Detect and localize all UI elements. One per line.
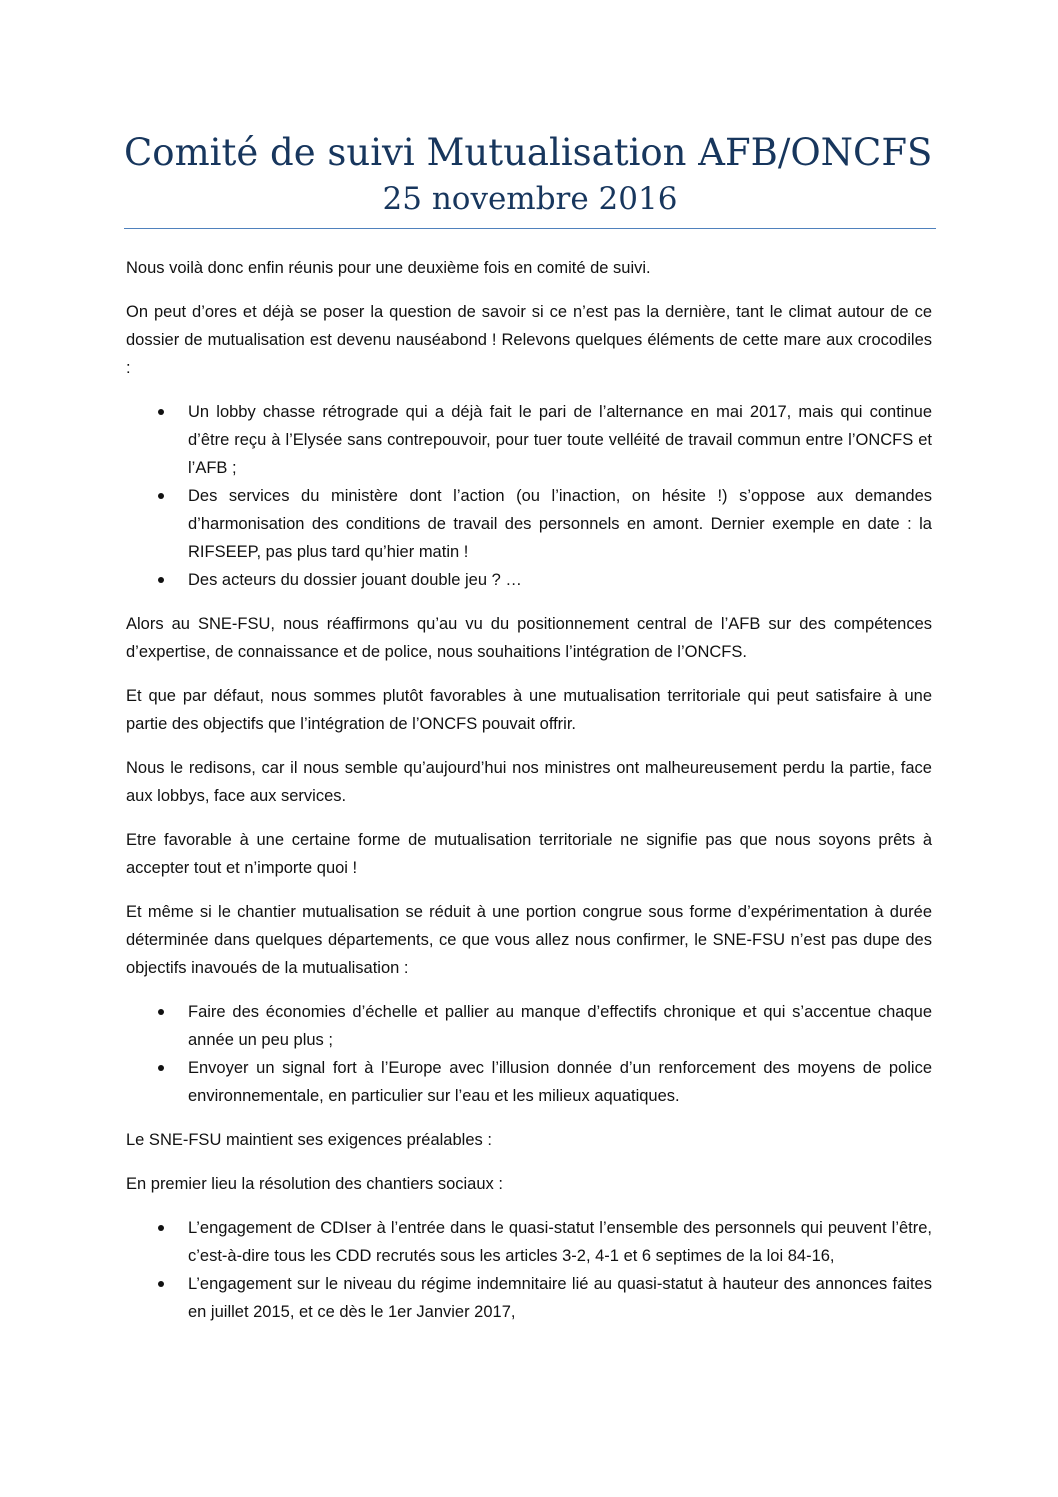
- list-item-text: Des services du ministère dont l’action (ou l’inaction, on hésite !) s’oppose aux demandes d’harmonisation des conditions de travail des personnels en amont. Dernier exemple en date : la RIFSEEP, pas plus tard qu’hier matin !: [188, 487, 932, 561]
- list-item-text: L’engagement sur le niveau du régime indemnitaire lié au quasi-statut à hauteur des annonces faites en juillet 2015, et ce dès le 1er Janvier 2017,: [188, 1275, 932, 1321]
- paragraph: Alors au SNE-FSU, nous réaffirmons qu’au vu du positionnement central de l’AFB sur des compétences d’expertise, de connaissance et de police, nous souhaitions l’intégration de l’ONCFS.: [126, 615, 932, 661]
- list-item: [126, 1214, 932, 1270]
- paragraph: Nous le redisons, car il nous semble qu’aujourd’hui nos ministres ont malheureusement perdu la partie, face aux lobbys, face aux services.: [126, 759, 932, 805]
- list-item-text: Des acteurs du dossier jouant double jeu ? …: [188, 571, 522, 589]
- document-title: Comité de suivi Mutualisation AFB/ONCFS: [124, 131, 933, 174]
- paragraph: On peut d’ores et déjà se poser la question de savoir si ce n’est pas la dernière, tant le climat autour de ce dossier de mutualisation est devenu nauséabond ! Relevons quelques éléments de cette mare aux crocodiles :: [126, 303, 932, 377]
- list-item: [126, 566, 932, 594]
- bullet-list: [126, 1214, 932, 1326]
- title-block: [124, 128, 936, 229]
- paragraph: Et même si le chantier mutualisation se réduit à une portion congrue sous forme d’expérimentation à durée déterminée dans quelques départements, ce que vous allez nous confirmer, le SNE-FSU n’est pas dupe des objectifs inavoués de la mutualisation :: [126, 903, 932, 977]
- paragraph: Nous voilà donc enfin réunis pour une deuxième fois en comité de suivi.: [126, 259, 651, 277]
- bullet-icon: [158, 493, 164, 499]
- document-date: 25 novembre 2016: [382, 181, 678, 217]
- list-item: [126, 1270, 932, 1326]
- list-item-text: Faire des économies d’échelle et pallier au manque d’effectifs chronique et qui s’accentue chaque année un peu plus ;: [188, 1003, 932, 1049]
- bullet-list: [126, 398, 932, 594]
- list-item-text: Envoyer un signal fort à l’Europe avec l’illusion donnée d’un renforcement des moyens de police environnementale, en particulier sur l’eau et les milieux aquatiques.: [188, 1059, 932, 1105]
- list-item-text: Un lobby chasse rétrograde qui a déjà fait le pari de l’alternance en mai 2017, mais qui continue d’être reçu à l’Elysée sans contrepouvoir, pour tuer toute velléité de travail commun entre l’ONCFS et l’AFB ;: [188, 403, 932, 477]
- paragraph: Le SNE-FSU maintient ses exigences préalables :: [126, 1131, 492, 1149]
- list-item: [126, 998, 932, 1054]
- paragraph: Et que par défaut, nous sommes plutôt favorables à une mutualisation territoriale qui peut satisfaire à une partie des objectifs que l’intégration de l’ONCFS pouvait offrir.: [126, 687, 932, 733]
- bullet-list: [126, 998, 932, 1110]
- paragraph: En premier lieu la résolution des chantiers sociaux :: [126, 1175, 503, 1193]
- bullet-icon: [158, 1009, 164, 1015]
- bullet-icon: [158, 577, 164, 583]
- list-item: [126, 482, 932, 566]
- bullet-icon: [158, 1225, 164, 1231]
- bullet-icon: [158, 1281, 164, 1287]
- list-item: [126, 398, 932, 482]
- bullet-icon: [158, 409, 164, 415]
- paragraph: Etre favorable à une certaine forme de mutualisation territoriale ne signifie pas que nous soyons prêts à accepter tout et n’importe quoi !: [126, 831, 932, 877]
- bullet-icon: [158, 1065, 164, 1071]
- list-item-text: L’engagement de CDIser à l’entrée dans le quasi-statut l’ensemble des personnels qui peuvent l’être, c’est-à-dire tous les CDD recrutés sous les articles 3-2, 4-1 et 6 septimes de la loi 84-16,: [188, 1219, 932, 1265]
- list-item: [126, 1054, 932, 1110]
- document-body: [126, 254, 932, 1342]
